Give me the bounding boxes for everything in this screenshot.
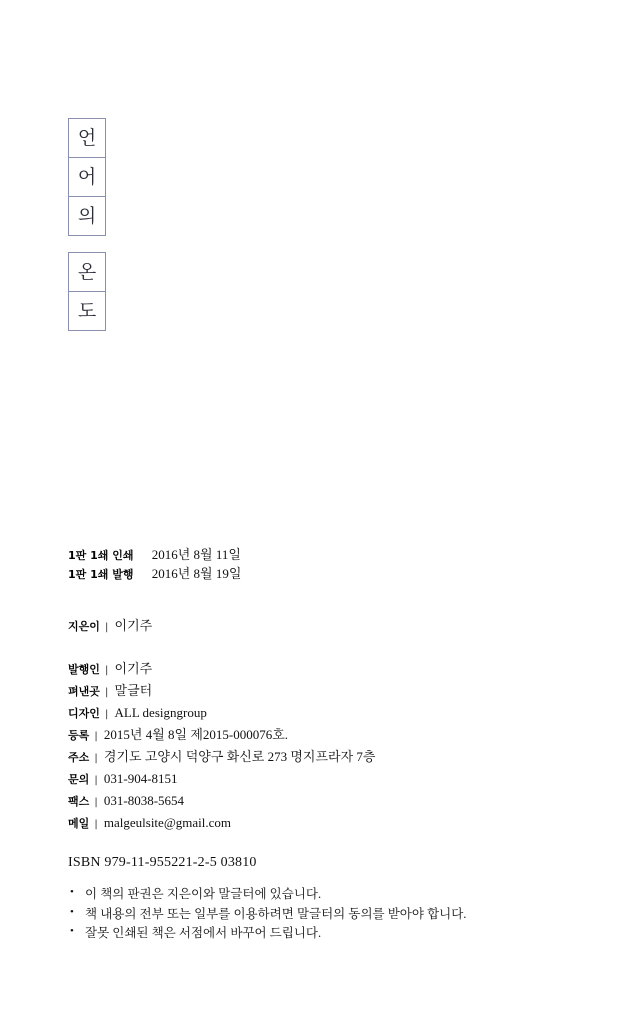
section-gap: [68, 838, 548, 856]
print-row: [68, 548, 548, 562]
separator: |: [105, 687, 109, 698]
email-label: 메일: [68, 817, 90, 830]
section-gap: [68, 870, 548, 888]
print-row: [68, 567, 548, 581]
imprint-value: 말글터: [114, 683, 153, 698]
fax-label: 팩스: [68, 795, 90, 808]
author-row: [68, 619, 548, 633]
print-value: 2016년 8월 19일: [151, 565, 242, 581]
title-divider-gap: [68, 236, 106, 252]
title-char: 의: [69, 197, 105, 236]
note-item: [68, 927, 548, 940]
title-char: 온: [69, 253, 105, 292]
note-item: [68, 888, 548, 901]
note-text: 이 책의 판권은 지은이와 말글터에 있습니다.: [85, 887, 322, 901]
design-label: 디자인: [68, 707, 100, 720]
address-label: 주소: [68, 751, 90, 764]
separator: |: [94, 797, 98, 808]
publication-info: [68, 662, 548, 830]
separator: |: [94, 819, 98, 830]
bullet-icon: •: [70, 925, 74, 937]
title-group-one: [68, 118, 106, 236]
title-char: 언: [69, 119, 105, 158]
design-value: ALL designgroup: [114, 705, 207, 720]
fax-row: [68, 794, 548, 808]
title-char: 도: [69, 292, 105, 331]
publisher-row: [68, 662, 548, 676]
print-value: 2016년 8월 11일: [151, 547, 241, 562]
publisher-value: 이기주: [114, 661, 153, 676]
separator: |: [105, 622, 109, 633]
separator: |: [94, 731, 98, 742]
printing-info: [68, 548, 548, 580]
email-value: malgeulsite@gmail.com: [103, 815, 232, 830]
email-row: [68, 816, 548, 830]
design-row: [68, 706, 548, 720]
colophon-block: [68, 548, 548, 947]
print-label: 1판 1쇄 발행: [68, 567, 134, 581]
title-group-two: [68, 252, 106, 331]
rights-notes: [68, 888, 548, 940]
inquiry-label: 문의: [68, 773, 90, 786]
author-name: 이기주: [114, 618, 153, 633]
print-label: 1판 1쇄 인쇄: [68, 549, 134, 562]
inquiry-value: 031-904-8151: [103, 771, 178, 786]
publisher-label: 발행인: [68, 663, 100, 676]
imprint-row: [68, 684, 548, 698]
fax-value: 031-8038-5654: [103, 793, 185, 808]
note-text: 잘못 인쇄된 책은 서점에서 바꾸어 드립니다.: [85, 926, 322, 940]
address-row: [68, 750, 548, 764]
note-item: [68, 905, 548, 921]
note-text: 책 내용의 전부 또는 일부를 이용하려면 말글터의 동의를 받아야 합니다.: [85, 906, 467, 921]
separator: |: [94, 753, 98, 764]
bullet-icon: •: [70, 905, 74, 918]
isbn-line: ISBN 979-11-955221-2-5 03810: [68, 855, 257, 870]
inquiry-row: [68, 772, 548, 786]
section-gap: [68, 585, 548, 619]
address-value: 경기도 고양시 덕양구 화신로 273 명지프라자 7층: [103, 749, 376, 764]
bullet-icon: •: [70, 886, 74, 898]
separator: |: [94, 775, 98, 786]
book-title-vertical: [68, 118, 106, 331]
registration-row: [68, 728, 548, 742]
imprint-label: 펴낸곳: [68, 685, 100, 698]
section-gap: [68, 636, 548, 662]
registration-label: 등록: [68, 729, 90, 742]
separator: |: [105, 665, 109, 676]
author-label: 지은이: [68, 620, 100, 633]
separator: |: [105, 709, 109, 720]
registration-value: 2015년 4월 8일 제2015-000076호.: [103, 727, 289, 742]
title-char: 어: [69, 158, 105, 197]
